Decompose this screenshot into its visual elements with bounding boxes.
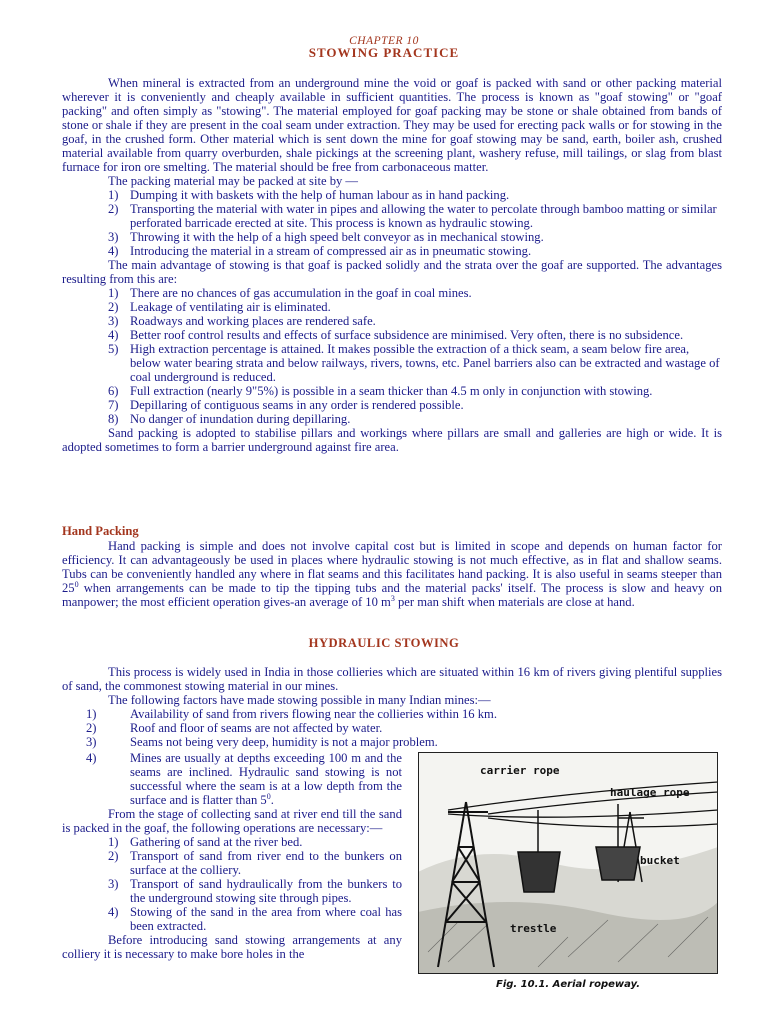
advantage-item-5 xyxy=(62,342,722,384)
advantage-text: Full extraction (nearly 9"5%) is possible in a seam thicker than 4.5 m only in conjunction with stowing. xyxy=(130,384,653,398)
method-number: 2) xyxy=(108,202,119,216)
factor-text: Seams not being very deep, humidity is not a major problem. xyxy=(130,735,438,749)
advantage-text: Better roof control results and effects of surface subsidence are minimised. Very often, there is no subsidence. xyxy=(130,328,684,342)
operation-text: Stowing of the sand in the area from where coal has been extracted. xyxy=(130,905,402,933)
hand-packing-section xyxy=(62,539,722,609)
factor-number: 3) xyxy=(86,735,97,749)
advantage-text: Roadways and working places are rendered safe. xyxy=(130,314,376,328)
factor-text: Roof and floor of seams are not affected by water. xyxy=(130,721,383,735)
stowing-methods-list xyxy=(62,188,722,258)
advantage-number: 3) xyxy=(108,314,119,328)
method-text: Dumping it with baskets with the help of human labour as in hand packing. xyxy=(130,188,510,202)
method-item-3 xyxy=(62,230,722,244)
hand-packing-heading: Hand Packing xyxy=(62,524,139,538)
method-text: Transporting the material with water in pipes and allowing the water to percolate through bamboo matting or similar perforated barricade erected at site. This process is known as hydraulic stowing. xyxy=(130,202,717,230)
aerial-ropeway-figure xyxy=(418,752,718,974)
intro-paragraph-4: Sand packing is adopted to stabilise pillars and workings where pillars are small and galleries are high or wide. It is adopted sometimes to form a barrier underground against fire area. xyxy=(62,426,722,454)
factor-number: 4) xyxy=(86,751,97,765)
advantage-text: There are no chances of gas accumulation in the goaf in coal mines. xyxy=(130,286,472,300)
chapter-number: CHAPTER 10 xyxy=(349,35,419,47)
factor-item-3 xyxy=(62,735,722,749)
operation-number: 4) xyxy=(108,905,119,919)
hand-packing-text-a: Hand packing is simple and does not involve capital cost but is limited in scope and depends on human factor for efficiency. It can advantageously be used in places where hydraulic stowing is not much effective, as in flat and shallow seams. Tubs can be conveniently handled any where in flat seams and this facilitates hand packing. It is also useful in seams steeper than 25 xyxy=(62,539,722,595)
advantage-number: 5) xyxy=(108,342,119,356)
method-number: 1) xyxy=(108,188,119,202)
hand-packing-text-c: per man shift when materials are close at hand. xyxy=(394,595,635,609)
method-number: 4) xyxy=(108,244,119,258)
hydraulic-section-full xyxy=(62,665,722,749)
advantage-item-1 xyxy=(62,286,722,300)
hydraulic-paragraph-2: The following factors have made stowing possible in many Indian mines:— xyxy=(108,693,491,707)
advantage-item-6 xyxy=(62,384,722,398)
hydraulic-paragraph-1: This process is widely used in India in those collieries which are situated within 16 km of rivers giving plentiful supplies of sand, the commonest stowing material in our mines. xyxy=(62,665,722,693)
advantage-item-4 xyxy=(62,328,722,342)
advantage-number: 2) xyxy=(108,300,119,314)
hydraulic-paragraph-3: From the stage of collecting sand at river end till the sand is packed in the goaf, the following operations are necessary:— xyxy=(62,807,402,835)
factor-text-a: Mines are usually at depths exceeding 100 m and the seams are inclined. Hydraulic sand stowing is not successful where the seam is at a low depth from the surface and is flatter than 5 xyxy=(130,751,402,807)
operation-text: Transport of sand hydraulically from the bunkers to the underground stowing site through pipes. xyxy=(130,877,402,905)
label-trestle: trestle xyxy=(510,922,557,935)
figure-caption: Fig. 10.1. Aerial ropeway. xyxy=(495,979,640,990)
hydraulic-section-narrow xyxy=(62,751,402,961)
degree-superscript: 0 xyxy=(74,579,79,589)
operation-number: 1) xyxy=(108,835,119,849)
operations-list xyxy=(62,835,402,933)
advantage-text: No danger of inundation during depillaring. xyxy=(130,412,351,426)
factor-text: Availability of sand from rivers flowing near the collieries within 16 km. xyxy=(130,707,497,721)
method-item-1 xyxy=(62,188,722,202)
advantage-number: 7) xyxy=(108,398,119,412)
label-carrier-rope: carrier rope xyxy=(480,764,560,777)
factor-item-2 xyxy=(62,721,722,735)
hand-packing-paragraph xyxy=(62,539,722,609)
operation-text: Gathering of sand at the river bed. xyxy=(130,835,303,849)
advantage-text: Depillaring of contiguous seams in any order is rendered possible. xyxy=(130,398,464,412)
advantage-item-3 xyxy=(62,314,722,328)
advantage-number: 4) xyxy=(108,328,119,342)
factor-item-4 xyxy=(62,751,402,807)
method-text: Introducing the material in a stream of compressed air as in pneumatic stowing. xyxy=(130,244,532,258)
label-bucket: bucket xyxy=(640,854,680,867)
advantage-number: 6) xyxy=(108,384,119,398)
advantages-list xyxy=(62,286,722,426)
advantage-item-2 xyxy=(62,300,722,314)
operation-number: 2) xyxy=(108,849,119,863)
intro-section xyxy=(62,76,722,454)
operation-number: 3) xyxy=(108,877,119,891)
factor-item-1 xyxy=(62,707,722,721)
method-text: Throwing it with the help of a high speed belt conveyor as in mechanical stowing. xyxy=(130,230,544,244)
method-number: 3) xyxy=(108,230,119,244)
chapter-title: STOWING PRACTICE xyxy=(308,45,460,60)
intro-paragraph-1: When mineral is extracted from an underground mine the void or goaf is packed with sand or other packing material wherever it is conveniently and cheaply available in sufficient quantities. The process is known as "goaf stowing" or "goaf packing" and often simply as "stowing". The material employed for goaf packing may be stone or shale obtained from bands of stone or shale if they are present in the coal seam under extraction. They may be used for erecting pack walls or for stowing in the goaf, in the crushed form. Other material which is sent down the mine for goaf stowing may be sand, earth, boiler ash, crushed material available from quarry overburden, shale pickings at the screening plant, washery refuse, mill tailings, or slag from blast furnace for iron ore smelting. The material should be free from carbonaceous matter. xyxy=(62,76,722,174)
advantage-number: 8) xyxy=(108,412,119,426)
hydraulic-paragraph-4: Before introducing sand stowing arrangements at any colliery it is necessary to make bore holes in the xyxy=(62,933,402,961)
factor-number: 1) xyxy=(86,707,97,721)
operation-item-4 xyxy=(62,905,402,933)
method-item-2 xyxy=(62,202,722,230)
label-haulage-rope: haulage rope xyxy=(610,786,690,799)
advantage-text: Leakage of ventilating air is eliminated. xyxy=(130,300,331,314)
operation-item-1 xyxy=(62,835,402,849)
hand-packing-text-b: when arrangements can be made to tip the tipping tubs and the material packs' itself. The process is slow and heavy on manpower; the most efficient operation gives-an average of 10 m xyxy=(62,581,722,609)
hydraulic-stowing-heading: HYDRAULIC STOWING xyxy=(308,636,460,650)
intro-paragraph-3: The main advantage of stowing is that goaf is packed solidly and the strata over the goaf are supported. The advantages resulting from this are: xyxy=(62,258,722,286)
factors-list xyxy=(62,707,722,749)
factor-number: 2) xyxy=(86,721,97,735)
method-item-4 xyxy=(62,244,722,258)
advantage-item-7 xyxy=(62,398,722,412)
operation-item-2 xyxy=(62,849,402,877)
operation-text: Transport of sand from river end to the bunkers on surface at the colliery. xyxy=(130,849,402,877)
degree-superscript: 0 xyxy=(266,791,271,801)
cubic-superscript: 3 xyxy=(390,593,395,603)
advantage-number: 1) xyxy=(108,286,119,300)
intro-paragraph-2: The packing material may be packed at site by — xyxy=(108,174,359,188)
factor-text-b: . xyxy=(270,793,274,807)
advantage-text: High extraction percentage is attained. It makes possible the extraction of a thick seam, a seam below fire area, below water bearing strata and below railways, rivers, towns, etc. Panel barriers also can be extracted and wastage of coal underground is reduced. xyxy=(130,342,720,384)
advantage-item-8 xyxy=(62,412,722,426)
operation-item-3 xyxy=(62,877,402,905)
